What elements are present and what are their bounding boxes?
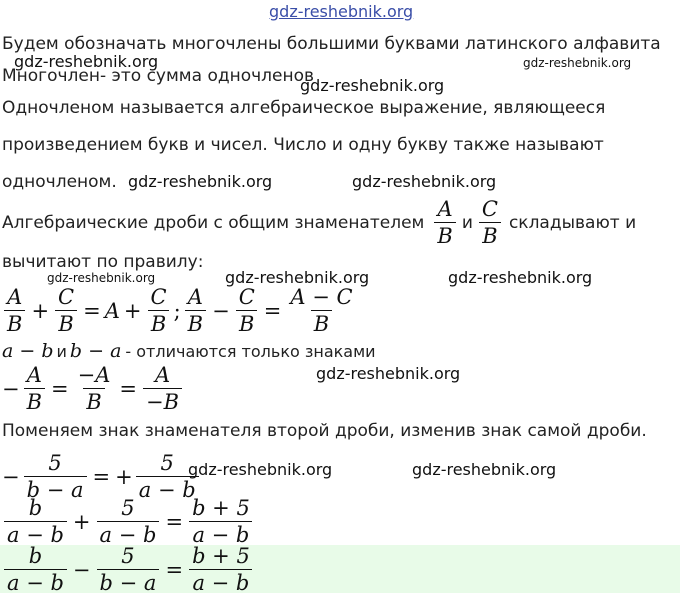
formula-result: $\frac{b}{a - b}$ − $\frac{5}{b - a}$ = $\frac{b + 5}{a - b}$ <box>2 543 255 596</box>
text-line: Многочлен- это сумма одночленов <box>2 66 315 86</box>
fraction: $\frac{C}{B}$ <box>479 196 501 249</box>
formula-line: Алгебраические дроби с общим знаменателем $\frac{A}{B}$ и $\frac{C}{B}$ складывают и <box>2 197 637 248</box>
watermark: gdz-reshebnik.org <box>448 268 593 287</box>
watermark: gdz-reshebnik.org <box>225 268 370 287</box>
text-line: Будем обозначать многочлены большими буквами латинского алфавита <box>2 34 661 54</box>
watermark: gdz-reshebnik.org <box>14 52 159 71</box>
watermark: gdz-reshebnik.org <box>128 172 273 191</box>
text-line: Одночленом называется алгебраическое выражение, являющееся <box>2 98 606 118</box>
watermark: gdz-reshebnik.org <box>47 271 156 285</box>
watermark: gdz-reshebnik.org <box>300 76 445 95</box>
watermark: gdz-reshebnik.org <box>523 56 632 70</box>
fraction: $\frac{A}{B}$ <box>434 196 455 249</box>
text-line: вычитают по правилу: <box>2 252 204 272</box>
watermark: gdz-reshebnik.org <box>352 172 497 191</box>
text-line: произведением букв и чисел. Число и одну букву также называют <box>2 135 604 155</box>
formula-sum-rule: $\frac{A}{B}$ + $\frac{C}{B}$ = A + $\frac{C}{B}$ ; $\frac{A}{B}$ − $\frac{C}{B}$ = $\frac{A - C}{B}$ <box>2 284 358 337</box>
text-line: Поменяем знак знаменателя второй дроби, изменив знак самой дроби. <box>2 421 647 441</box>
formula-step2: $\frac{b}{a - b}$ + $\frac{5}{a - b}$ = $\frac{b + 5}{a - b}$ <box>2 495 255 548</box>
formula-line: a − b и b − a - отличаются только знаками <box>2 340 376 362</box>
watermark-top: gdz-reshebnik.org <box>269 2 414 21</box>
formula-step1: − $\frac{5}{b - a}$ = + $\frac{5}{a - b}$ <box>2 450 201 503</box>
text-line: Алгебраические дроби с общим знаменателем <box>2 212 425 233</box>
text-line: одночленом. <box>2 172 117 192</box>
watermark: gdz-reshebnik.org <box>412 460 557 479</box>
watermark: gdz-reshebnik.org <box>188 460 333 479</box>
formula-sign-rule: − $\frac{A}{B}$ = $\frac{-A}{B}$ = $\frac{A}{-B}$ <box>2 362 184 415</box>
watermark: gdz-reshebnik.org <box>316 364 461 383</box>
